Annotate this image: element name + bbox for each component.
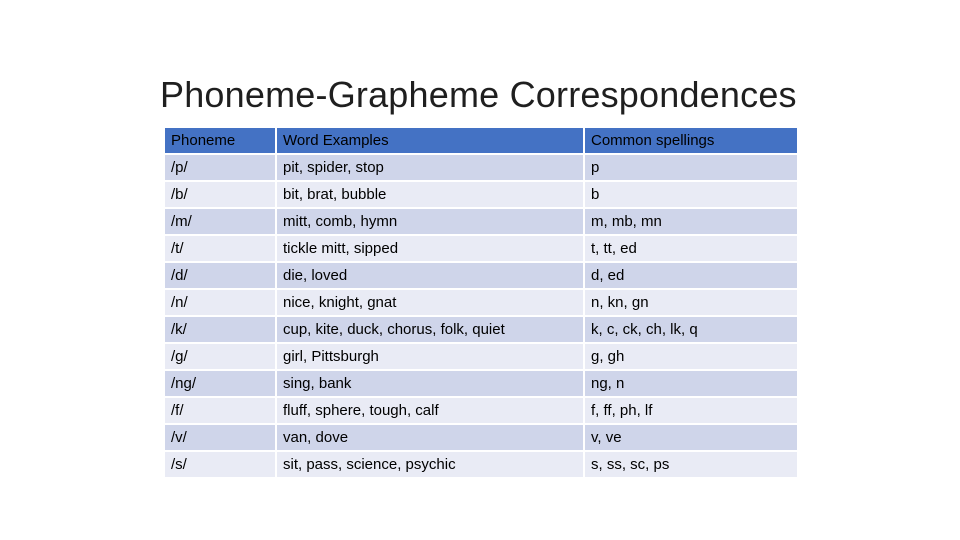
cell-word-examples: sing, bank bbox=[277, 371, 583, 396]
cell-word-examples: mitt, comb, hymn bbox=[277, 209, 583, 234]
table-row bbox=[165, 344, 797, 369]
cell-phoneme: /k/ bbox=[165, 317, 275, 342]
cell-common-spellings: d, ed bbox=[585, 263, 797, 288]
table-row bbox=[165, 371, 797, 396]
phoneme-table bbox=[163, 126, 799, 479]
table-row bbox=[165, 317, 797, 342]
slide-title: Phoneme-Grapheme Correspondences bbox=[160, 74, 797, 115]
cell-word-examples: girl, Pittsburgh bbox=[277, 344, 583, 369]
cell-phoneme: /p/ bbox=[165, 155, 275, 180]
cell-common-spellings: g, gh bbox=[585, 344, 797, 369]
cell-word-examples: die, loved bbox=[277, 263, 583, 288]
header-phoneme: Phoneme bbox=[165, 128, 275, 153]
cell-phoneme: /ng/ bbox=[165, 371, 275, 396]
cell-phoneme: /g/ bbox=[165, 344, 275, 369]
table-row bbox=[165, 209, 797, 234]
cell-phoneme: /s/ bbox=[165, 452, 275, 477]
table-row bbox=[165, 290, 797, 315]
cell-common-spellings: ng, n bbox=[585, 371, 797, 396]
table-row bbox=[165, 236, 797, 261]
header-word-examples: Word Examples bbox=[277, 128, 583, 153]
cell-common-spellings: v, ve bbox=[585, 425, 797, 450]
table-row bbox=[165, 182, 797, 207]
table-row bbox=[165, 452, 797, 477]
cell-phoneme: /v/ bbox=[165, 425, 275, 450]
cell-word-examples: nice, knight, gnat bbox=[277, 290, 583, 315]
table-row bbox=[165, 155, 797, 180]
table-row bbox=[165, 263, 797, 288]
cell-word-examples: pit, spider, stop bbox=[277, 155, 583, 180]
cell-common-spellings: p bbox=[585, 155, 797, 180]
cell-common-spellings: s, ss, sc, ps bbox=[585, 452, 797, 477]
cell-common-spellings: b bbox=[585, 182, 797, 207]
cell-phoneme: /f/ bbox=[165, 398, 275, 423]
cell-word-examples: tickle mitt, sipped bbox=[277, 236, 583, 261]
table-header-row bbox=[165, 128, 797, 153]
cell-common-spellings: t, tt, ed bbox=[585, 236, 797, 261]
cell-common-spellings: n, kn, gn bbox=[585, 290, 797, 315]
cell-word-examples: van, dove bbox=[277, 425, 583, 450]
cell-phoneme: /m/ bbox=[165, 209, 275, 234]
cell-common-spellings: f, ff, ph, lf bbox=[585, 398, 797, 423]
cell-phoneme: /t/ bbox=[165, 236, 275, 261]
cell-word-examples: bit, brat, bubble bbox=[277, 182, 583, 207]
cell-common-spellings: k, c, ck, ch, lk, q bbox=[585, 317, 797, 342]
table-row bbox=[165, 425, 797, 450]
cell-phoneme: /b/ bbox=[165, 182, 275, 207]
cell-word-examples: fluff, sphere, tough, calf bbox=[277, 398, 583, 423]
cell-common-spellings: m, mb, mn bbox=[585, 209, 797, 234]
cell-phoneme: /n/ bbox=[165, 290, 275, 315]
table-row bbox=[165, 398, 797, 423]
header-common-spellings: Common spellings bbox=[585, 128, 797, 153]
cell-word-examples: sit, pass, science, psychic bbox=[277, 452, 583, 477]
cell-phoneme: /d/ bbox=[165, 263, 275, 288]
cell-word-examples: cup, kite, duck, chorus, folk, quiet bbox=[277, 317, 583, 342]
